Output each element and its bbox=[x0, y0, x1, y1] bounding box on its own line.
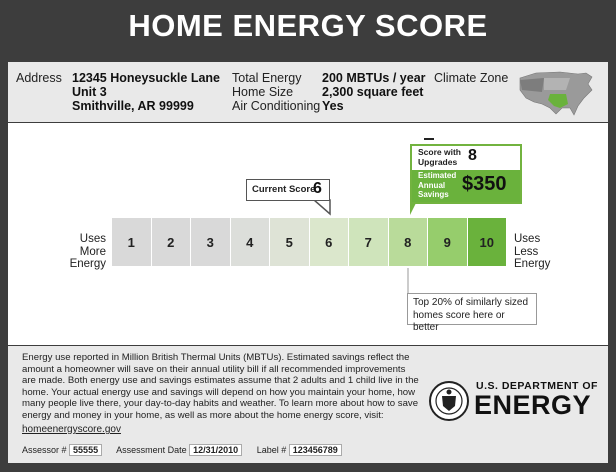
home-size-label: Home Size bbox=[232, 85, 294, 99]
current-score-label: Current Score bbox=[252, 184, 316, 195]
climate-zone-label: Climate Zone bbox=[434, 71, 509, 85]
assessment-date-label: Assessment Date bbox=[116, 445, 187, 455]
doe-line2: ENERGY bbox=[474, 390, 592, 420]
score-box-2: 2 bbox=[152, 218, 192, 266]
upgrades-label-line2: Upgrades bbox=[418, 157, 458, 167]
score-box-8: 8 bbox=[389, 218, 429, 266]
score-box-6: 6 bbox=[310, 218, 350, 266]
home-size-value: 2,300 square feet bbox=[322, 85, 424, 99]
savings-block bbox=[412, 170, 520, 202]
upgrades-label-line1: Score with bbox=[418, 147, 461, 157]
score-box-5: 5 bbox=[270, 218, 310, 266]
left-label-line1: Uses bbox=[79, 233, 106, 245]
right-label-line2: Less bbox=[514, 245, 539, 258]
address-label: Address bbox=[16, 71, 62, 85]
savings-label bbox=[418, 171, 456, 200]
disclaimer-text: Energy use reported in Million British Thermal Units (MBTUs). Estimated savings reflect the amount a homeowner will save on their annual utility bill if all recommended improvements are made. Both energy use and savings estimates assume that 2 adults and 1 child live in the home. Your actual energy use and savings will depend on how you maintain your home, how many people live there, your day-to-day habits and weather. To learn more about how to save energy and money in your home, as well as more about the home energy score, visit: bbox=[22, 352, 419, 421]
assessor-value: 55555 bbox=[69, 444, 102, 456]
assessment-date-value: 12/31/2010 bbox=[189, 444, 242, 456]
total-energy-value: 200 MBTUs / year bbox=[322, 71, 426, 85]
footer-panel bbox=[8, 346, 608, 463]
score-box-7: 7 bbox=[349, 218, 389, 266]
current-score-callout bbox=[246, 179, 330, 201]
current-score-pointer bbox=[314, 200, 330, 214]
right-label-line1: Uses bbox=[514, 233, 541, 245]
label-number-value: 123456789 bbox=[289, 444, 342, 456]
page-title: HOME ENERGY SCORE bbox=[128, 8, 488, 43]
total-energy-label: Total Energy bbox=[232, 71, 302, 85]
score-box-1: 1 bbox=[112, 218, 152, 266]
score-box-4: 4 bbox=[231, 218, 271, 266]
doe-logo bbox=[428, 378, 606, 428]
score-box-9: 9 bbox=[428, 218, 468, 266]
assessor-label: Assessor # bbox=[22, 445, 67, 455]
info-panel bbox=[8, 62, 608, 122]
score-scale-panel bbox=[8, 123, 608, 345]
savings-label-line3: Savings bbox=[418, 190, 449, 199]
doe-line1: U.S. DEPARTMENT OF bbox=[476, 380, 598, 392]
current-score-value: 6 bbox=[313, 180, 322, 197]
left-label-line2: More bbox=[79, 245, 106, 258]
address-line3: Smithville, AR 99999 bbox=[72, 99, 194, 113]
air-conditioning-label: Air Conditioning bbox=[232, 99, 321, 113]
upgrades-callout bbox=[410, 144, 522, 204]
left-label-line3: Energy bbox=[69, 258, 106, 270]
address-line1: 12345 Honeysuckle Lane bbox=[72, 71, 220, 85]
air-conditioning-value: Yes bbox=[322, 99, 344, 113]
climate-zone-map bbox=[514, 68, 598, 118]
score-box-3: 3 bbox=[191, 218, 231, 266]
upgrades-score-value: 8 bbox=[468, 147, 477, 164]
savings-value: $350 bbox=[462, 173, 507, 195]
homeenergyscore-link[interactable]: homeenergyscore.gov bbox=[22, 424, 121, 435]
upgrades-label bbox=[418, 147, 461, 167]
label-number-label: Label # bbox=[256, 445, 287, 455]
savings-label-line1: Estimated bbox=[418, 171, 457, 180]
savings-label-line2: Annual bbox=[418, 180, 446, 190]
score-box-10: 10 bbox=[468, 218, 508, 266]
top-20-percent-note: Top 20% of similarly sized homes score here or better bbox=[407, 293, 537, 325]
assessment-ids bbox=[22, 444, 354, 456]
right-label-line3: Energy bbox=[514, 258, 551, 270]
address-line2: Unit 3 bbox=[72, 85, 107, 99]
doe-seal-icon bbox=[428, 380, 470, 422]
